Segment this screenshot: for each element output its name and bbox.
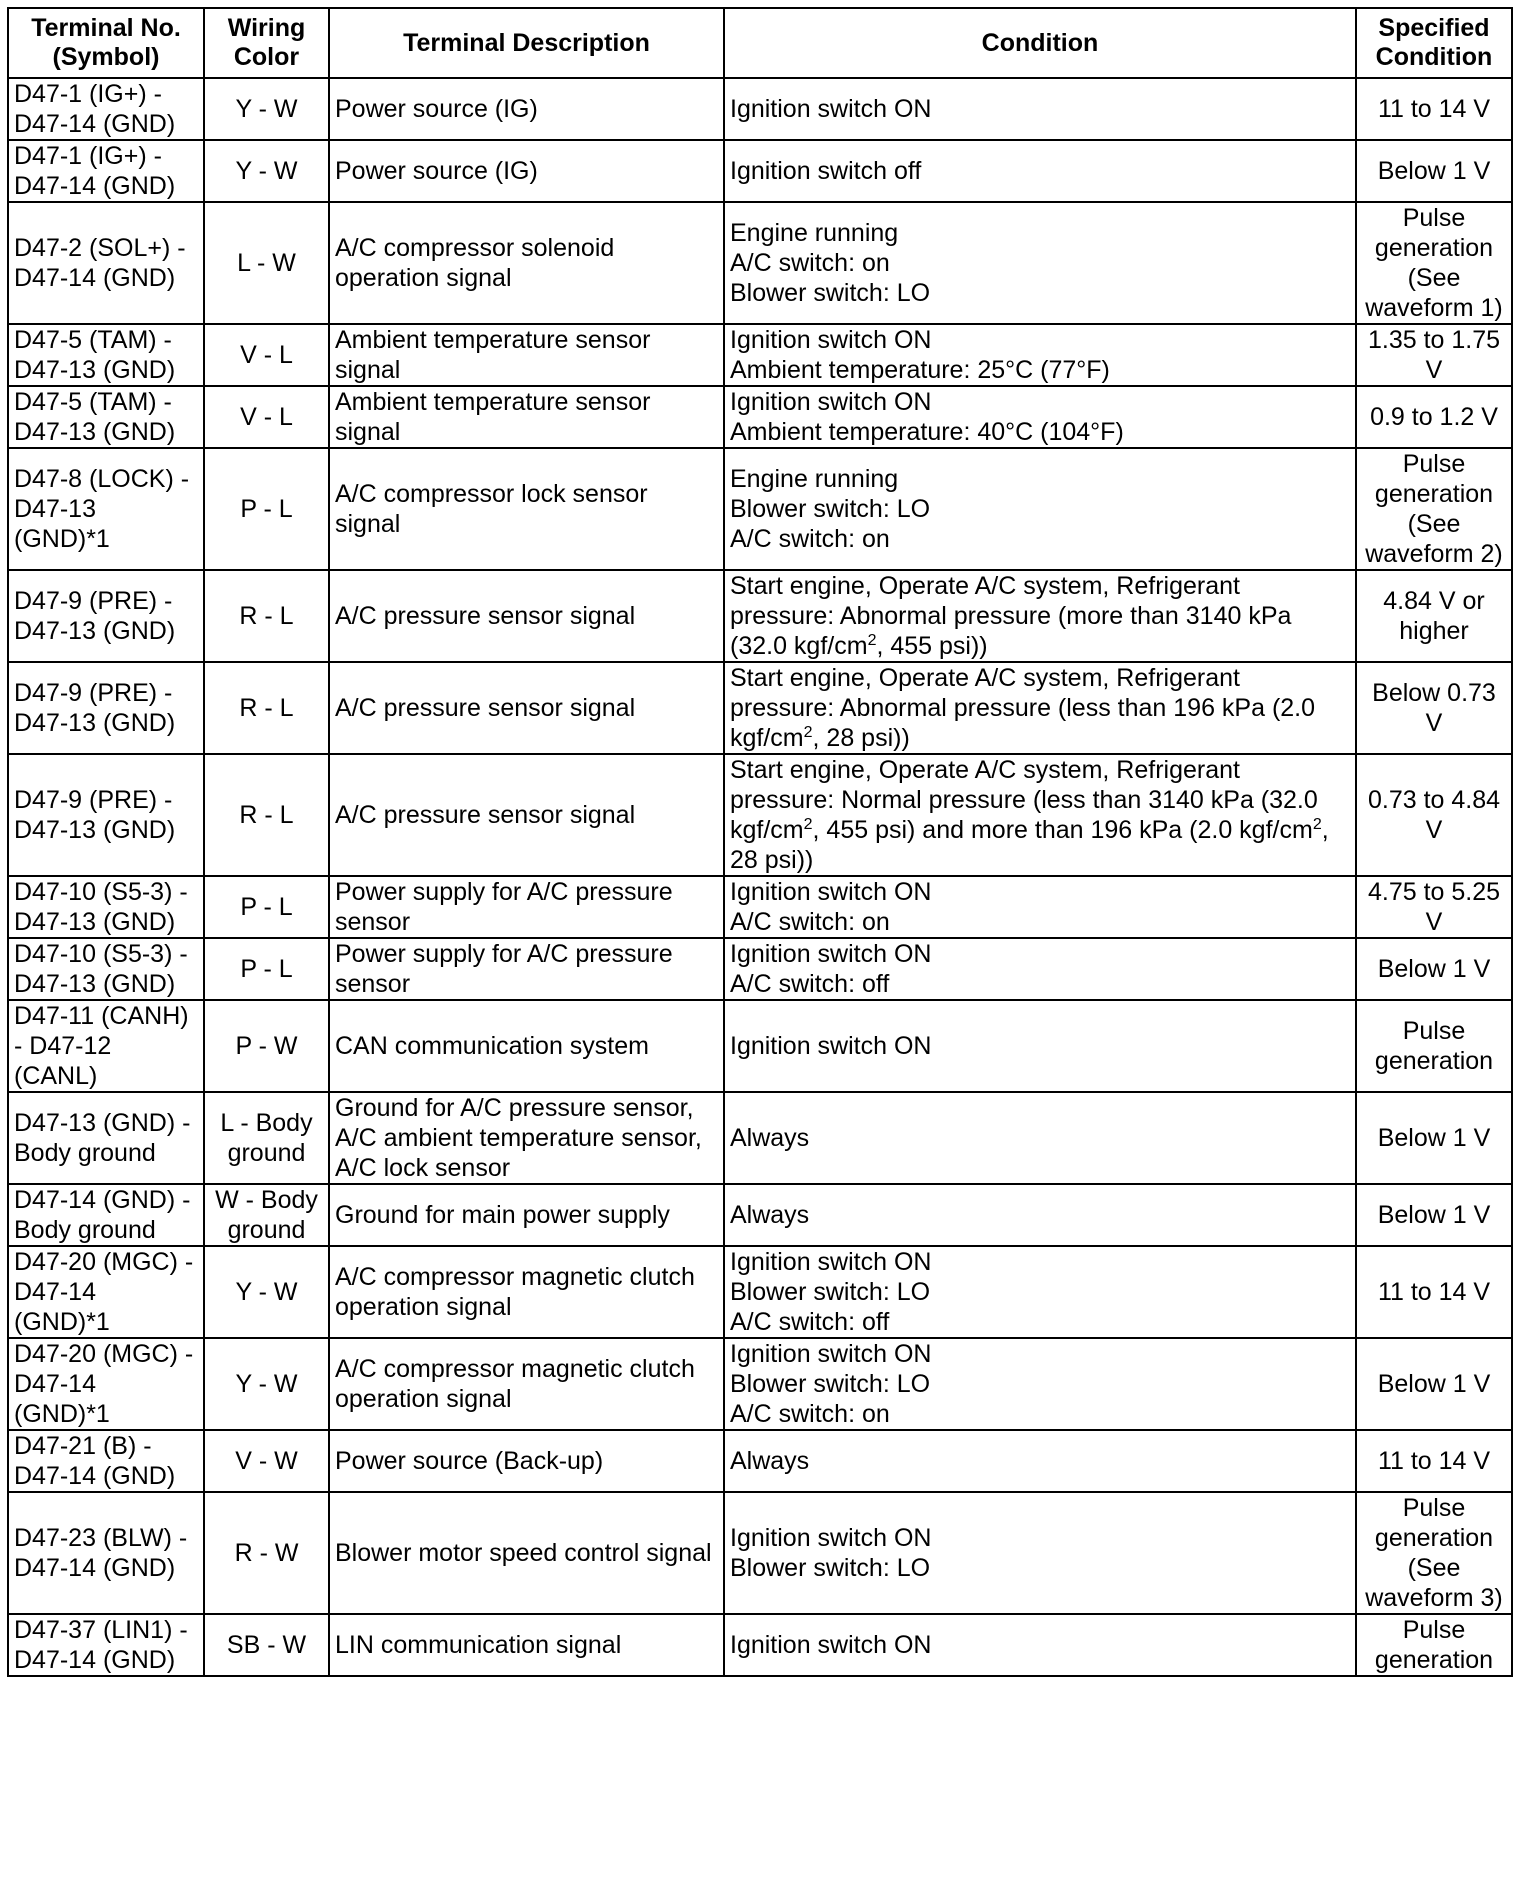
cell-line: waveform 3) — [1365, 1584, 1503, 1612]
cell-line: Blower switch: LO — [730, 1554, 931, 1582]
header-condition — [724, 8, 1356, 78]
cell-line: A/C switch: on — [730, 525, 890, 553]
condition-cell — [724, 662, 1356, 754]
cell-line: signal — [335, 418, 401, 446]
cell-line: Power source (IG) — [335, 95, 538, 123]
cell-line: Y - W — [235, 1370, 298, 1398]
cell-line: waveform 1) — [1365, 294, 1503, 322]
cell-line: Ignition switch ON — [730, 326, 932, 354]
header-terminal-description — [329, 8, 724, 78]
wiring-color-cell — [204, 1614, 329, 1676]
cell-line: generation — [1374, 480, 1494, 508]
description-cell — [329, 140, 724, 202]
cell-line: P - L — [240, 495, 293, 523]
cell-line: signal — [335, 356, 401, 384]
cell-line: sensor — [335, 908, 411, 936]
cell-line: D47-2 (SOL+) - — [14, 234, 186, 262]
cell-line: Y - W — [235, 1278, 298, 1306]
cell-line: D47-5 (TAM) - — [14, 388, 172, 416]
cell-line: D47-37 (LIN1) - — [14, 1616, 188, 1644]
cell-line: D47-14 (GND) — [14, 172, 176, 200]
cell-line: D47-5 (TAM) - — [14, 326, 172, 354]
cell-line: Pulse — [1402, 1494, 1466, 1522]
table-row — [8, 1000, 1512, 1092]
cell-line: A/C switch: on — [730, 908, 890, 936]
specified-condition-cell — [1356, 662, 1512, 754]
specified-condition-cell — [1356, 448, 1512, 570]
cell-line: pressure: Normal pressure (less than 3140 kPa (32.0 — [730, 786, 1318, 814]
cell-line: Pulse — [1402, 204, 1466, 232]
cell-line: 4.84 V or — [1383, 587, 1485, 615]
cell-line: Blower motor speed control signal — [335, 1539, 712, 1567]
cell-line: A/C switch: off — [730, 970, 890, 998]
wiring-color-cell — [204, 1184, 329, 1246]
specified-condition-cell — [1356, 938, 1512, 1000]
cell-line: D47-13 (GND) — [14, 617, 176, 645]
cell-line: A/C ambient temperature sensor, — [335, 1124, 702, 1152]
cell-line: A/C switch: off — [730, 1308, 890, 1336]
description-cell — [329, 386, 724, 448]
description-cell — [329, 938, 724, 1000]
table-row — [8, 876, 1512, 938]
cell-line: Body ground — [14, 1216, 156, 1244]
wiring-color-cell — [204, 938, 329, 1000]
cell-line: pressure: Abnormal pressure (less than 196 kPa (2.0 — [730, 694, 1316, 722]
specified-condition-cell — [1356, 570, 1512, 662]
terminal-cell — [8, 876, 204, 938]
cell-line: D47-13 (GND) — [14, 816, 176, 844]
cell-line: Y - W — [235, 95, 298, 123]
terminal-cell — [8, 1430, 204, 1492]
header-row — [8, 8, 1512, 78]
cell-line: Start engine, Operate A/C system, Refrigerant — [730, 572, 1240, 600]
cell-line: Pulse — [1402, 1616, 1466, 1644]
cell-line: Ignition switch ON — [730, 388, 932, 416]
terminal-cell — [8, 1246, 204, 1338]
cell-line: CAN communication system — [335, 1032, 649, 1060]
terminal-cell — [8, 662, 204, 754]
cell-line: Ignition switch ON — [730, 1631, 932, 1659]
table-row — [8, 570, 1512, 662]
table-body — [8, 78, 1512, 1676]
cell-line: ground — [227, 1216, 306, 1244]
cell-line: Power source (IG) — [335, 157, 538, 185]
description-cell — [329, 1184, 724, 1246]
cell-line: D47-14 (GND) - — [14, 1186, 191, 1214]
cell-line: 1.35 to 1.75 — [1367, 326, 1501, 354]
terminal-cell — [8, 570, 204, 662]
cell-line: D47-14 (GND) — [14, 1554, 176, 1582]
cell-line: Below 0.73 V — [1372, 679, 1496, 737]
cell-line: W - Body — [215, 1186, 318, 1214]
description-cell — [329, 1000, 724, 1092]
condition-cell — [724, 324, 1356, 386]
condition-cell — [724, 754, 1356, 876]
specified-condition-cell — [1356, 1492, 1512, 1614]
condition-cell — [724, 1000, 1356, 1092]
condition-cell — [724, 448, 1356, 570]
cell-line: Terminal Description — [403, 28, 650, 57]
wiring-color-cell — [204, 78, 329, 140]
cell-line: D47-20 (MGC) - — [14, 1340, 194, 1368]
cell-line: Below 1 V — [1377, 1124, 1491, 1152]
cell-line: Always — [730, 1124, 810, 1152]
cell-line: Ignition switch ON — [730, 878, 932, 906]
cell-line: Y - W — [235, 157, 298, 185]
cell-line: generation — [1374, 234, 1494, 262]
terminal-cell — [8, 386, 204, 448]
condition-cell — [724, 1492, 1356, 1614]
description-cell — [329, 876, 724, 938]
cell-line: signal — [335, 510, 401, 538]
specified-condition-cell — [1356, 1614, 1512, 1676]
cell-line: A/C compressor solenoid — [335, 234, 615, 262]
description-cell — [329, 448, 724, 570]
cell-line: V — [1425, 816, 1443, 844]
cell-line: Ignition switch ON — [730, 940, 932, 968]
cell-line: D47-13 (GND) — [14, 418, 176, 446]
terminal-cell — [8, 78, 204, 140]
condition-cell — [724, 1184, 1356, 1246]
cell-line: Ambient temperature sensor — [335, 326, 651, 354]
terminal-cell — [8, 202, 204, 324]
terminal-cell — [8, 140, 204, 202]
cell-line: (See — [1407, 510, 1461, 538]
cell-line: R - L — [239, 801, 294, 829]
description-cell — [329, 1338, 724, 1430]
cell-line: D47-10 (S5-3) - — [14, 878, 188, 906]
cell-line: D47-13 — [14, 495, 96, 523]
wiring-color-cell — [204, 1338, 329, 1430]
wiring-color-cell — [204, 1092, 329, 1184]
description-cell — [329, 754, 724, 876]
cell-line: Below 1 V — [1377, 955, 1491, 983]
cell-line: Wiring — [227, 14, 306, 42]
cell-line: A/C pressure sensor signal — [335, 801, 636, 829]
wiring-color-cell — [204, 386, 329, 448]
cell-line: Ignition switch off — [730, 157, 922, 185]
table-row — [8, 140, 1512, 202]
cell-line: (Symbol) — [52, 43, 160, 71]
cell-line: Body ground — [14, 1139, 156, 1167]
wiring-color-cell — [204, 754, 329, 876]
cell-line: D47-13 (GND) - — [14, 1109, 191, 1137]
cell-line: V - W — [235, 1447, 298, 1475]
description-cell — [329, 324, 724, 386]
cell-line: L - Body — [220, 1109, 313, 1137]
header-wiring-color — [204, 8, 329, 78]
condition-cell — [724, 938, 1356, 1000]
terminal-cell — [8, 1092, 204, 1184]
terminal-cell — [8, 1000, 204, 1092]
wiring-color-cell — [204, 1430, 329, 1492]
specified-condition-cell — [1356, 202, 1512, 324]
description-cell — [329, 1246, 724, 1338]
cell-line: R - L — [239, 602, 294, 630]
table-row — [8, 662, 1512, 754]
terminal-cell — [8, 1614, 204, 1676]
wiring-color-cell — [204, 140, 329, 202]
cell-line: (GND)*1 — [14, 1400, 110, 1428]
table-row — [8, 1430, 1512, 1492]
cell-line: kgf/$cm^2$, 455 psi) and more than 196 kPa (2.0 kgf/$cm^2$, — [730, 816, 1329, 844]
cell-line: D47-13 (GND) — [14, 709, 176, 737]
cell-line: 0.9 to 1.2 V — [1370, 403, 1498, 431]
cell-line: Blower switch: LO — [730, 495, 931, 523]
description-cell — [329, 1430, 724, 1492]
cell-line: P - L — [240, 955, 293, 983]
cell-line: P - W — [235, 1032, 298, 1060]
cell-line: 4.75 to 5.25 — [1367, 878, 1501, 906]
cell-line: Pulse — [1402, 450, 1466, 478]
cell-line: 11 to 14 V — [1377, 95, 1491, 123]
cell-line: operation signal — [335, 1385, 512, 1413]
cell-line: operation signal — [335, 1293, 512, 1321]
cell-line: 0.73 to 4.84 — [1367, 786, 1501, 814]
cell-line: Below 1 V — [1377, 157, 1491, 185]
table-row — [8, 754, 1512, 876]
specified-condition-cell — [1356, 1246, 1512, 1338]
cell-line: A/C switch: on — [730, 249, 890, 277]
condition-cell — [724, 140, 1356, 202]
terminal-cell — [8, 938, 204, 1000]
cell-line: D47-1 (IG+) - — [14, 142, 162, 170]
table-row — [8, 1092, 1512, 1184]
cell-line: D47-23 (BLW) - — [14, 1524, 188, 1552]
cell-line: D47-8 (LOCK) - — [14, 465, 190, 493]
cell-line: LIN communication signal — [335, 1631, 622, 1659]
cell-line: D47-11 (CANH) — [14, 1002, 189, 1030]
wiring-color-cell — [204, 570, 329, 662]
description-cell — [329, 1492, 724, 1614]
cell-line: Engine running — [730, 219, 899, 247]
cell-line: sensor — [335, 970, 411, 998]
table-header — [8, 8, 1512, 78]
cell-line: Ignition switch ON — [730, 1524, 932, 1552]
cell-line: Ignition switch ON — [730, 95, 932, 123]
table-row — [8, 386, 1512, 448]
specified-condition-cell — [1356, 1000, 1512, 1092]
cell-line: A/C pressure sensor signal — [335, 602, 636, 630]
cell-line: Below 1 V — [1377, 1201, 1491, 1229]
cell-line: generation — [1374, 1524, 1494, 1552]
cell-line: generation — [1374, 1646, 1494, 1674]
description-cell — [329, 662, 724, 754]
cell-line: A/C pressure sensor signal — [335, 694, 636, 722]
wiring-color-cell — [204, 662, 329, 754]
specified-condition-cell — [1356, 386, 1512, 448]
cell-line: D47-13 (GND) — [14, 970, 176, 998]
wiring-color-cell — [204, 1492, 329, 1614]
description-cell — [329, 202, 724, 324]
cell-line: (See — [1407, 264, 1461, 292]
cell-line: A/C switch: on — [730, 1400, 890, 1428]
terminal-cell — [8, 1184, 204, 1246]
cell-line: D47-14 (GND) — [14, 1462, 176, 1490]
cell-line: V — [1425, 908, 1443, 936]
cell-line: L - W — [237, 249, 296, 277]
wiring-color-cell — [204, 1000, 329, 1092]
specified-condition-cell — [1356, 140, 1512, 202]
cell-line: waveform 2) — [1365, 540, 1503, 568]
cell-line: D47-13 (GND) — [14, 908, 176, 936]
wiring-color-cell — [204, 324, 329, 386]
cell-line: D47-9 (PRE) - — [14, 679, 173, 707]
cell-line: V — [1425, 356, 1443, 384]
cell-line: D47-14 (GND) — [14, 110, 176, 138]
cell-line: R - W — [234, 1539, 299, 1567]
specified-condition-cell — [1356, 876, 1512, 938]
cell-line: Condition — [981, 28, 1099, 57]
table-row — [8, 202, 1512, 324]
condition-cell — [724, 1430, 1356, 1492]
cell-line: - D47-12 — [14, 1032, 112, 1060]
cell-line: Terminal No. — [31, 14, 181, 42]
terminal-cell — [8, 1338, 204, 1430]
cell-line: Ambient temperature: 40°C (104°F) — [730, 418, 1124, 446]
cell-line: Ambient temperature: 25°C (77°F) — [730, 356, 1110, 384]
cell-line: (GND)*1 — [14, 525, 110, 553]
condition-cell — [724, 570, 1356, 662]
cell-line: D47-13 (GND) — [14, 356, 176, 384]
wiring-color-cell — [204, 876, 329, 938]
table-row — [8, 1492, 1512, 1614]
cell-line: Ambient temperature sensor — [335, 388, 651, 416]
table-row — [8, 1614, 1512, 1676]
cell-line: Ignition switch ON — [730, 1248, 932, 1276]
cell-line: ground — [227, 1139, 306, 1167]
condition-cell — [724, 386, 1356, 448]
specified-condition-cell — [1356, 78, 1512, 140]
cell-line: (32.0 kgf/$cm^2$, 455 psi)) — [730, 632, 988, 660]
cell-line: Ignition switch ON — [730, 1340, 932, 1368]
cell-line: Always — [730, 1447, 810, 1475]
condition-cell — [724, 1092, 1356, 1184]
condition-cell — [724, 1338, 1356, 1430]
cell-line: Blower switch: LO — [730, 1278, 931, 1306]
cell-line: D47-14 (GND) — [14, 264, 176, 292]
header-terminal — [8, 8, 204, 78]
cell-line: D47-9 (PRE) - — [14, 786, 173, 814]
cell-line: R - L — [239, 694, 294, 722]
cell-line: A/C compressor magnetic clutch — [335, 1355, 695, 1383]
specified-condition-cell — [1356, 1430, 1512, 1492]
cell-line: kgf/$cm^2$, 28 psi)) — [730, 724, 910, 752]
cell-line: (CANL) — [14, 1062, 98, 1090]
cell-line: A/C lock sensor — [335, 1154, 511, 1182]
table-row — [8, 938, 1512, 1000]
description-cell — [329, 570, 724, 662]
cell-line: D47-9 (PRE) - — [14, 587, 173, 615]
table-row — [8, 1246, 1512, 1338]
wiring-color-cell — [204, 448, 329, 570]
table-row — [8, 448, 1512, 570]
cell-line: D47-14 — [14, 1278, 96, 1306]
cell-line: 11 to 14 V — [1377, 1278, 1491, 1306]
cell-line: Blower switch: LO — [730, 1370, 931, 1398]
cell-line: Power supply for A/C pressure — [335, 940, 673, 968]
table-row — [8, 78, 1512, 140]
wiring-color-cell — [204, 1246, 329, 1338]
cell-line: Power source (Back-up) — [335, 1447, 604, 1475]
specified-condition-cell — [1356, 1184, 1512, 1246]
cell-line: Blower switch: LO — [730, 279, 931, 307]
cell-line: Always — [730, 1201, 810, 1229]
cell-line: Ground for A/C pressure sensor, — [335, 1094, 694, 1122]
cell-line: higher — [1399, 617, 1469, 645]
cell-line: 28 psi)) — [730, 846, 814, 874]
cell-line: Start engine, Operate A/C system, Refrigerant — [730, 756, 1240, 784]
terminal-inspection-table — [7, 7, 1513, 1677]
table-row — [8, 324, 1512, 386]
condition-cell — [724, 1246, 1356, 1338]
cell-line: Condition — [1375, 43, 1493, 71]
header-specified-condition — [1356, 8, 1512, 78]
cell-line: Power supply for A/C pressure — [335, 878, 673, 906]
cell-line: A/C compressor magnetic clutch — [335, 1263, 695, 1291]
description-cell — [329, 78, 724, 140]
cell-line: 11 to 14 V — [1377, 1447, 1491, 1475]
specified-condition-cell — [1356, 324, 1512, 386]
terminal-cell — [8, 1492, 204, 1614]
cell-line: Ground for main power supply — [335, 1201, 670, 1229]
cell-line: operation signal — [335, 264, 512, 292]
cell-line: A/C compressor lock sensor — [335, 480, 648, 508]
cell-line: D47-21 (B) - — [14, 1432, 152, 1460]
cell-line: D47-20 (MGC) - — [14, 1248, 194, 1276]
specified-condition-cell — [1356, 754, 1512, 876]
description-cell — [329, 1614, 724, 1676]
condition-cell — [724, 876, 1356, 938]
table-row — [8, 1338, 1512, 1430]
specified-condition-cell — [1356, 1338, 1512, 1430]
cell-line: Start engine, Operate A/C system, Refrigerant — [730, 664, 1240, 692]
cell-line: V - L — [240, 403, 293, 431]
condition-cell — [724, 202, 1356, 324]
cell-line: Pulse — [1402, 1017, 1466, 1045]
cell-line: D47-10 (S5-3) - — [14, 940, 188, 968]
cell-line: generation — [1374, 1047, 1494, 1075]
condition-cell — [724, 78, 1356, 140]
cell-line: pressure: Abnormal pressure (more than 3140 kPa — [730, 602, 1292, 630]
table-row — [8, 1184, 1512, 1246]
cell-line: D47-14 (GND) — [14, 1646, 176, 1674]
cell-line: (See — [1407, 1554, 1461, 1582]
terminal-cell — [8, 448, 204, 570]
cell-line: (GND)*1 — [14, 1308, 110, 1336]
cell-line: D47-14 — [14, 1370, 96, 1398]
cell-line: D47-1 (IG+) - — [14, 80, 162, 108]
terminal-cell — [8, 754, 204, 876]
description-cell — [329, 1092, 724, 1184]
terminal-cell — [8, 324, 204, 386]
cell-line: SB - W — [226, 1631, 307, 1659]
cell-line: Engine running — [730, 465, 899, 493]
cell-line: Color — [233, 43, 300, 71]
condition-cell — [724, 1614, 1356, 1676]
wiring-color-cell — [204, 202, 329, 324]
cell-line: P - L — [240, 893, 293, 921]
specified-condition-cell — [1356, 1092, 1512, 1184]
cell-line: Ignition switch ON — [730, 1032, 932, 1060]
cell-line: V - L — [240, 341, 293, 369]
cell-line: Specified — [1378, 14, 1490, 42]
cell-line: Below 1 V — [1377, 1370, 1491, 1398]
